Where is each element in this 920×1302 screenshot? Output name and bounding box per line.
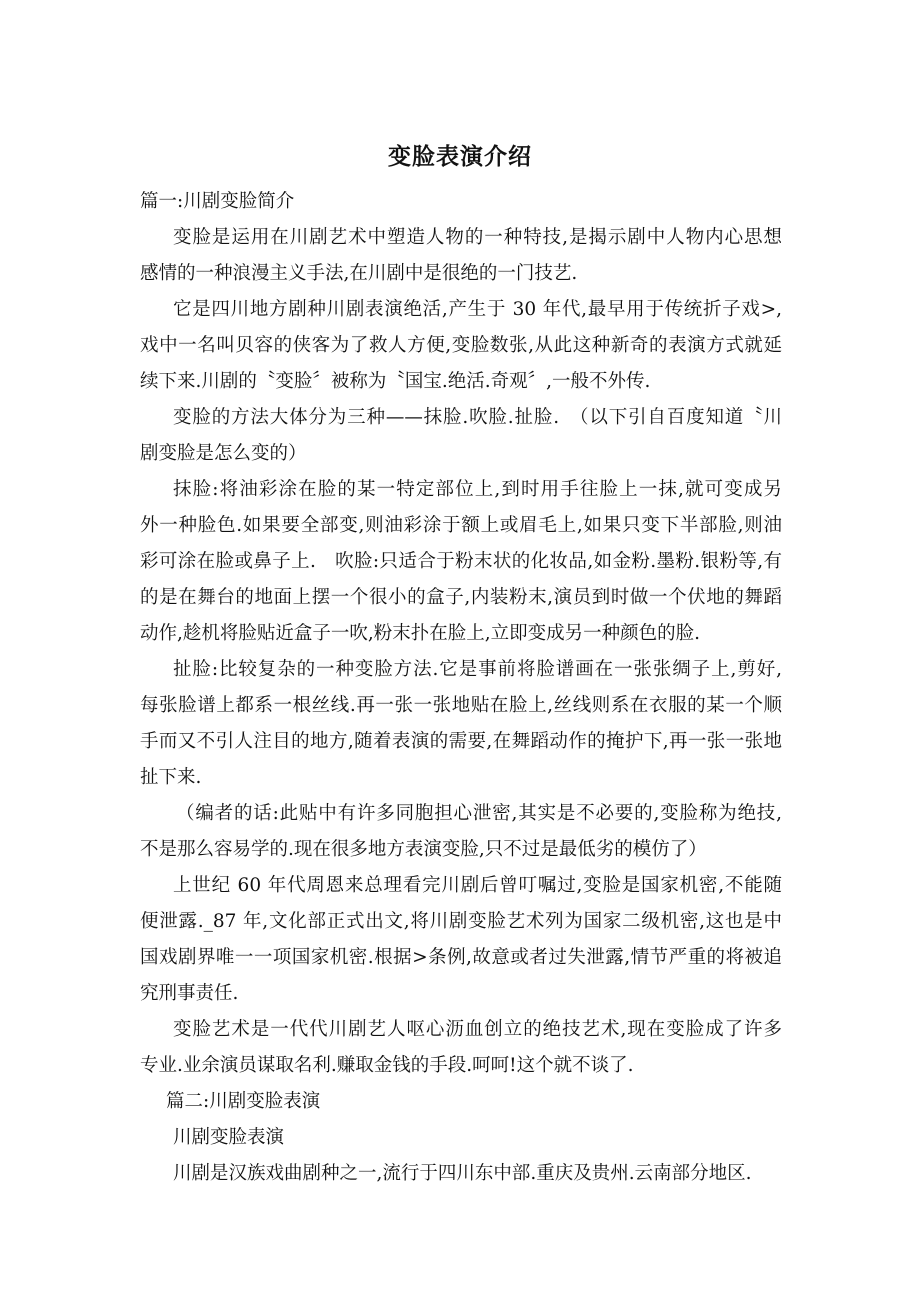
subheading: 川剧变脸表演	[173, 1127, 285, 1148]
paragraph-line: 国戏剧界唯一一项国家机密.根据>条例,故意或者过失泄露,情节严重的将被追	[140, 947, 782, 968]
paragraph-line: 每张脸谱上都系一根丝线.再一张一张地贴在脸上,丝线则系在衣服的某一个顺	[140, 695, 782, 716]
paragraph-line: 扯脸:比较复杂的一种变脸方法.它是事前将脸谱画在一张张绸子上,剪好,	[173, 659, 782, 680]
paragraph-line: 续下来.川剧的〝变脸〞被称为〝国宝.绝活.奇观〞,一般不外传.	[140, 371, 651, 392]
paragraph-line: 专业.业余演员谋取名利.赚取金钱的手段.呵呵!这个就不谈了.	[140, 1055, 634, 1076]
paragraph-line: 的是在舞台的地面上摆一个很小的盒子,内装粉末,演员到时做一个伏地的舞蹈	[140, 587, 782, 608]
paragraph-line: （编者的话:此贴中有许多同胞担心泄密,其实是不必要的,变脸称为绝技,	[176, 803, 782, 824]
paragraph-line: 它是四川地方剧种川剧表演绝活,产生于 30 年代,最早用于传统折子戏>,	[173, 299, 782, 320]
section-heading-2: 篇二:川剧变脸表演	[166, 1091, 321, 1112]
document-body	[140, 184, 782, 1192]
paragraph-line: 彩可涂在脸或鼻子上. 吹脸:只适合于粉末状的化妆品,如金粉.墨粉.银粉等,有	[140, 551, 782, 572]
paragraph-line: 究刑事责任.	[140, 983, 239, 1004]
paragraph-line: 川剧是汉族戏曲剧种之一,流行于四川东中部.重庆及贵州.云南部分地区.	[173, 1163, 752, 1184]
paragraph-line: 变脸的方法大体分为三种——抹脸.吹脸.扯脸. （以下引自百度知道〝川	[173, 407, 782, 428]
paragraph-line: 动作,趁机将脸贴近盒子一吹,粉末扑在脸上,立即变成另一种颜色的脸.	[140, 623, 701, 644]
paragraph-line: 感情的一种浪漫主义手法,在川剧中是很绝的一门技艺.	[140, 263, 578, 284]
paragraph-line: 上世纪 60 年代周恩来总理看完川剧后曾叮嘱过,变脸是国家机密,不能随	[173, 875, 782, 896]
paragraph-line: 扯下来.	[140, 767, 202, 788]
paragraph-line: 外一种脸色.如果要全部变,则油彩涂于额上或眉毛上,如果只变下半部脸,则油	[140, 515, 782, 536]
paragraph-line: 剧变脸是怎么变的）	[140, 443, 307, 464]
paragraph-line: 便泄露._87 年,文化部正式出文,将川剧变脸艺术列为国家二级机密,这也是中	[140, 911, 782, 932]
paragraph-line: 手而又不引人注目的地方,随着表演的需要,在舞蹈动作的掩护下,再一张一张地	[140, 731, 782, 752]
paragraph-line: 不是那么容易学的.现在很多地方表演变脸,只不过是最低劣的模仿了）	[140, 839, 707, 860]
paragraph-line: 抹脸:将油彩涂在脸的某一特定部位上,到时用手往脸上一抹,就可变成另	[173, 479, 782, 500]
section-heading-1: 篇一:川剧变脸简介	[140, 191, 295, 212]
document-title: 变脸表演介绍	[388, 143, 532, 170]
paragraph-line: 变脸是运用在川剧艺术中塑造人物的一种特技,是揭示剧中人物内心思想	[173, 227, 782, 248]
paragraph-line: 戏中一名叫贝容的侠客为了救人方便,变脸数张,从此这种新奇的表演方式就延	[140, 335, 782, 356]
paragraph-line: 变脸艺术是一代代川剧艺人呕心沥血创立的绝技艺术,现在变脸成了许多	[173, 1019, 782, 1040]
